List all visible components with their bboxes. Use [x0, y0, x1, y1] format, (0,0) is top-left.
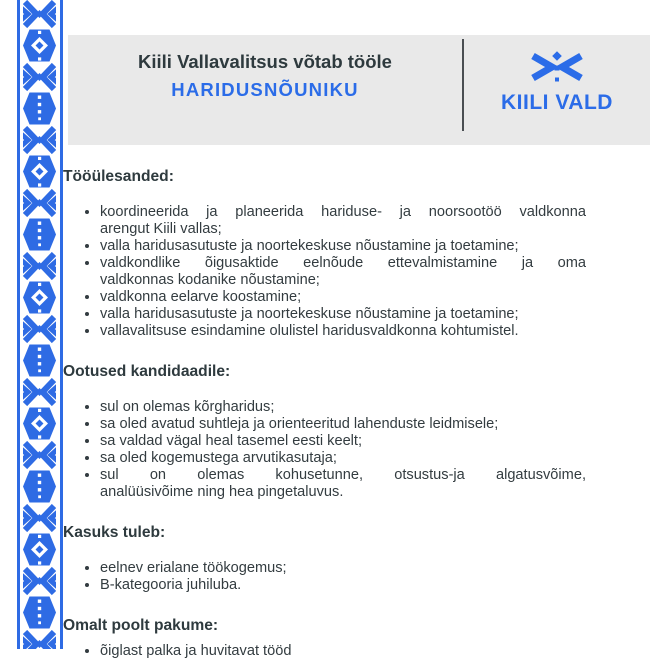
list-item-line: • õiglast palka ja huvitavat tööd [100, 643, 292, 659]
job-section [63, 167, 586, 340]
list-item-line: • B-kategooria juhiluba. [100, 577, 242, 593]
list-item-line: • vallavalitsuse esindamine olulistel haridusvaldkonna kohtumistel. [100, 323, 519, 339]
header-titles [68, 35, 462, 145]
section-heading: Kasuks tuleb: [63, 524, 166, 541]
municipality-logo [464, 35, 650, 145]
list-item-line: • valdkonna eelarve koostamine; [100, 289, 302, 305]
section-heading: Omalt poolt pakume: [63, 617, 219, 634]
list-item [100, 643, 586, 660]
list-item-line: • valdkondlike õigusaktide eelnõude ettevalmistamine ja oma [100, 255, 586, 271]
section-heading: Tööülesanded: [63, 168, 174, 185]
list-item-line: • eelnev erialane töökogemus; [100, 560, 287, 576]
job-section [63, 362, 586, 501]
kiili-vald-dragonfly-icon [529, 52, 585, 86]
list-item-line: • koordineerida ja planeerida hariduse- ja noorsootöö valdkonna [100, 204, 586, 220]
list-item [100, 238, 586, 255]
border-edge-line [17, 0, 20, 649]
list-item [100, 306, 586, 323]
list-item [100, 255, 586, 289]
list-item-line: valdkonnas kodanike nõustamine; [100, 272, 320, 288]
list-item [100, 467, 586, 501]
list-item [100, 399, 586, 416]
list-item-line: analüüsivõime ning hea pingetaluvus. [100, 484, 344, 500]
list-item [100, 289, 586, 306]
job-description [63, 145, 586, 660]
list-item-line: arengut Kiili vallas; [100, 221, 222, 237]
bullet-list [63, 643, 586, 660]
list-item [100, 433, 586, 450]
ethnic-border-pattern [17, 0, 63, 649]
list-item-line: • sul on olemas kohusetunne, otsustus-ja algatusvõime, [100, 467, 586, 483]
bullet-list [63, 204, 586, 340]
list-item [100, 323, 586, 340]
header-title: Kiili Vallavalitsus võtab tööle [138, 51, 392, 72]
job-section [63, 616, 586, 660]
ethnic-pattern-icon [23, 0, 56, 649]
list-item [100, 450, 586, 467]
list-item [100, 577, 586, 594]
list-item-line: • sa oled kogemustega arvutikasutaja; [100, 450, 337, 466]
job-section [63, 523, 586, 594]
list-item [100, 416, 586, 433]
list-item [100, 560, 586, 577]
list-item-line: • sa oled avatud suhtleja ja orienteeritud lahenduste leidmisele; [100, 416, 499, 432]
header-banner [68, 35, 650, 145]
list-item [100, 204, 586, 238]
list-item-line: • valla haridusasutuste ja noortekeskuse nõustamine ja toetamine; [100, 306, 519, 322]
list-item-line: • sul on olemas kõrgharidus; [100, 399, 275, 415]
list-item-line: • valla haridusasutuste ja noortekeskuse nõustamine ja toetamine; [100, 238, 519, 254]
section-heading: Ootused kandidaadile: [63, 363, 231, 380]
logo-text: KIILI VALD [501, 91, 613, 114]
bullet-list [63, 560, 586, 594]
bullet-list [63, 399, 586, 501]
job-position-title: HARIDUSNÕUNIKU [171, 79, 359, 100]
list-item-line: • sa valdad vägal heal tasemel eesti keelt; [100, 433, 363, 449]
